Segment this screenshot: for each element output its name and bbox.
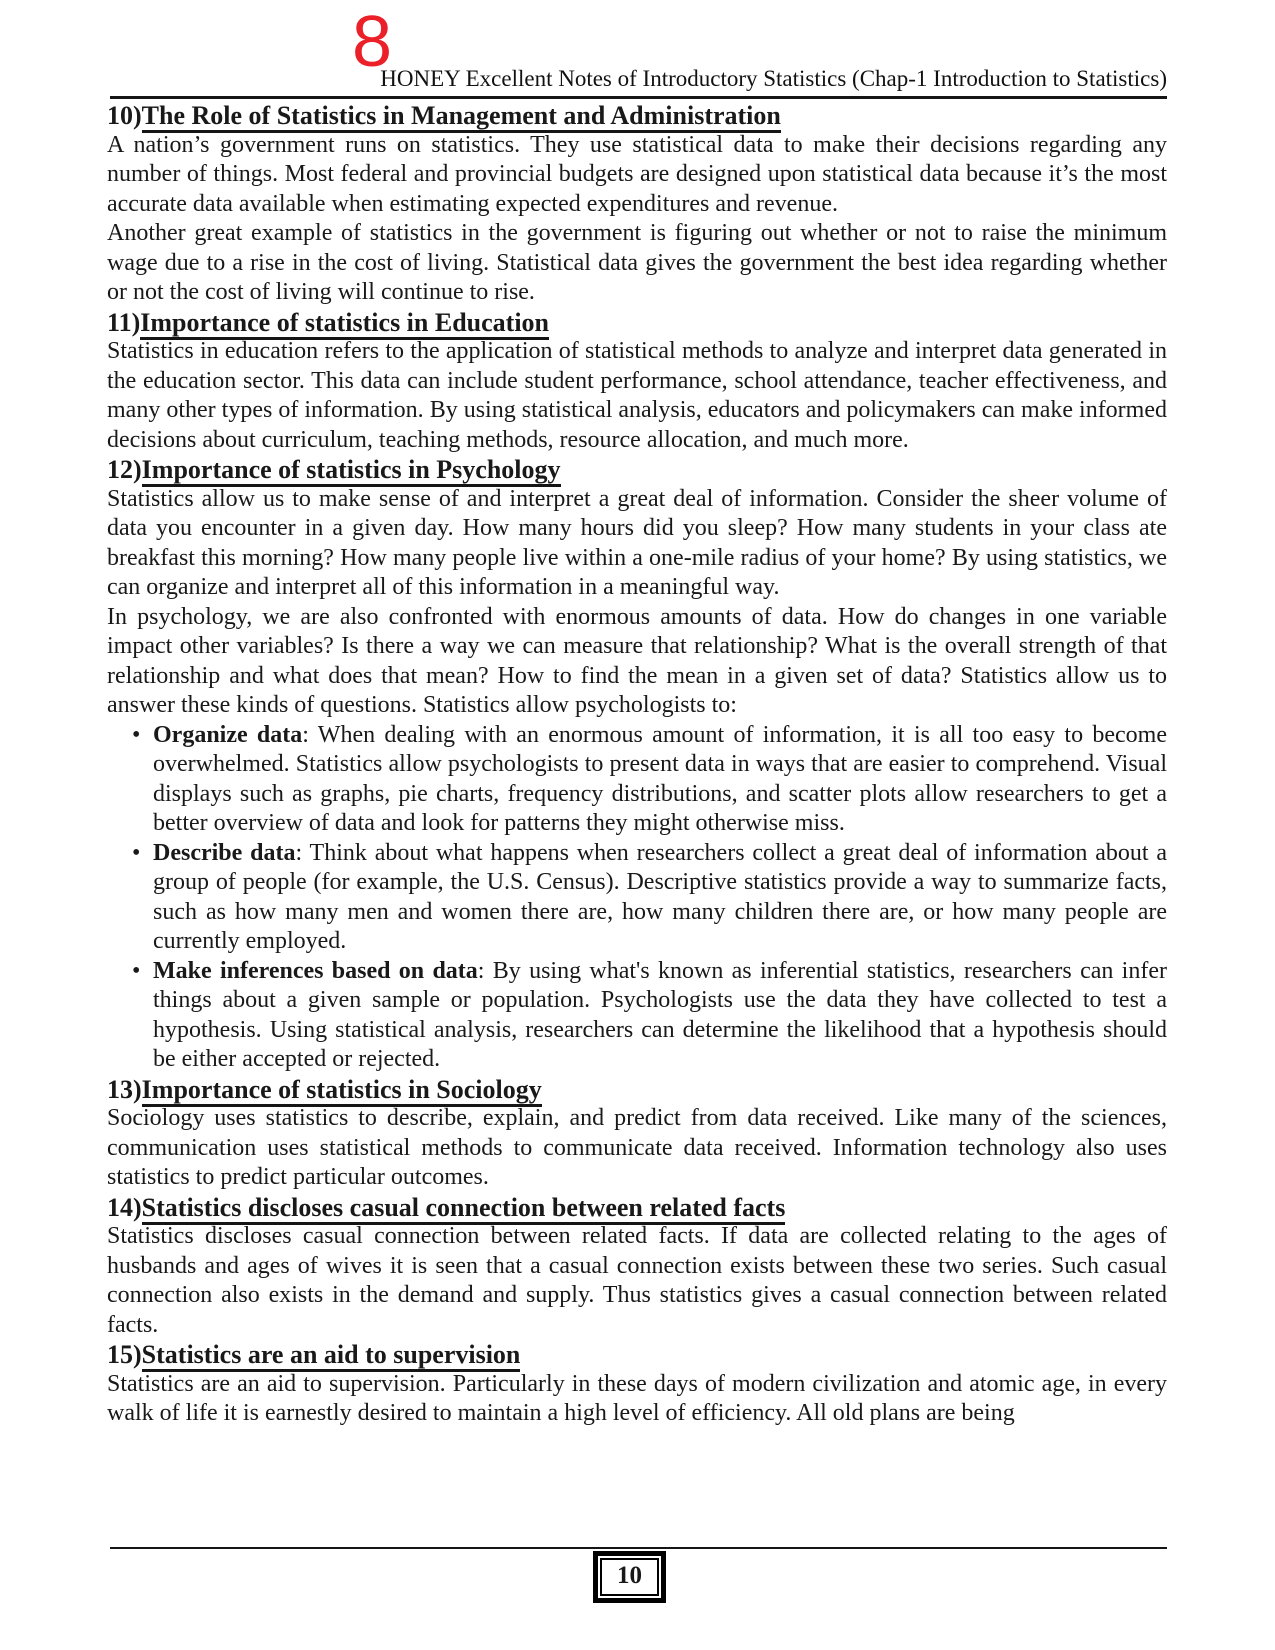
section-number: 10)	[107, 101, 142, 130]
paragraph: Sociology uses statistics to describe, explain, and predict from data received. Like many of the sciences, communication uses statistical methods to communicate data received. Information technology also uses statistics to predict particular outcomes.	[107, 1105, 1167, 1190]
page-number: 10	[600, 1558, 659, 1596]
section-number: 12)	[107, 455, 142, 484]
section-heading-11	[107, 308, 1167, 338]
bullet-lead: Describe data	[153, 839, 296, 866]
section-heading-10	[107, 101, 1167, 131]
section-heading-14	[107, 1193, 1167, 1223]
header-title: HONEY Excellent Notes of Introductory Statistics (Chap-1 Introduction to Statistics)	[380, 66, 1167, 91]
bullet-text: : When dealing with an enormous amount of information, it is all too easy to become overwhelmed. Statistics allow psychologists to present data in ways that are easier to comprehend. Visual displays such as graphs, pie charts, frequency distributions, and scatter plots allow researchers to get a better overview of data and look for patterns they might otherwise miss.	[153, 721, 1167, 836]
section-number: 14)	[107, 1192, 142, 1222]
section-number: 13)	[107, 1074, 142, 1104]
paragraph: Statistics discloses casual connection between related facts. If data are collected relating to the ages of husbands and ages of wives it is seen that a casual connection exists between these two series. Such casual connection also exists in the demand and supply. Thus statistics gives a casual connection between related facts.	[107, 1223, 1167, 1338]
paragraph: In psychology, we are also confronted with enormous amounts of data. How do changes in one variable impact other variables? Is there a way we can measure that relationship? What is the overall strength of that relationship and what does that mean? How to find the mean in a given set of data? Statistics allow us to answer these kinds of questions. Statistics allow psychologists to:	[107, 603, 1167, 718]
section-heading-13	[107, 1075, 1167, 1105]
section-title: Importance of statistics in Education	[140, 308, 549, 340]
header-divider	[110, 96, 1167, 99]
list-item	[107, 721, 1167, 839]
footer-divider	[110, 1547, 1167, 1549]
paragraph: Statistics in education refers to the application of statistical methods to analyze and interpret data generated in the education sector. This data can include student performance, school attendance, teacher effectiveness, and many other types of information. By using statistical analysis, educators and policymakers can make informed decisions about curriculum, teaching methods, resource allocation, and much more.	[107, 338, 1167, 453]
page-number-box	[593, 1551, 666, 1603]
paragraph: Statistics are an aid to supervision. Particularly in these days of modern civilization and atomic age, in every walk of life it is earnestly desired to maintain a high level of efficiency. All old plans are being	[107, 1370, 1167, 1426]
paragraph: A nation’s government runs on statistics. They use statistical data to make their decisions regarding any number of things. Most federal and provincial budgets are designed upon statistical data because it’s the most accurate data available when estimating expected expenditures and revenue.	[107, 131, 1167, 217]
section-heading-15	[107, 1340, 1167, 1370]
chapter-red-number: 8	[352, 2, 393, 82]
section-heading-12	[107, 455, 1167, 485]
paragraph: Statistics allow us to make sense of and interpret a great deal of information. Consider the sheer volume of data you encounter in a given day. How many hours did you sleep? How many students in your class ate breakfast this morning? How many people live within a one-mile radius of your home? By using statistics, we can organize and interpret all of this information in a meaningful way.	[107, 485, 1167, 600]
paragraph: Another great example of statistics in the government is figuring out whether or not to raise the minimum wage due to a rise in the cost of living. Statistical data gives the government the best idea regarding whether or not the cost of living will continue to rise.	[107, 220, 1167, 305]
section-title: The Role of Statistics in Management and Administration	[142, 101, 781, 133]
bullet-text: : Think about what happens when researchers collect a great deal of information about a group of people (for example, the U.S. Census). Descriptive statistics provide a way to summarize facts, such as how many men and women there are, how many children there are, or how many people are currently employed.	[153, 839, 1167, 954]
section-title: Importance of statistics in Psychology	[142, 455, 561, 487]
bullet-lead: Make inferences based on data	[153, 957, 478, 984]
section-title: Statistics discloses casual connection between related facts	[142, 1193, 786, 1225]
bullet-text: : By using what's known as inferential statistics, researchers can infer things about a given sample or population. Psychologists use the data they have collected to test a hypothesis. Using statistical analysis, researchers can determine the likelihood that a hypothesis should be either accepted or rejected.	[153, 957, 1167, 1072]
list-item	[107, 957, 1167, 1075]
section-number: 15)	[107, 1340, 142, 1369]
section-number: 11)	[107, 307, 141, 337]
bullet-lead: Organize data	[153, 721, 303, 748]
document-body	[107, 101, 1167, 1429]
page-header	[107, 0, 1167, 96]
section-title: Importance of statistics in Sociology	[142, 1075, 542, 1107]
section-title: Statistics are an aid to supervision	[142, 1340, 521, 1372]
list-item	[107, 839, 1167, 957]
